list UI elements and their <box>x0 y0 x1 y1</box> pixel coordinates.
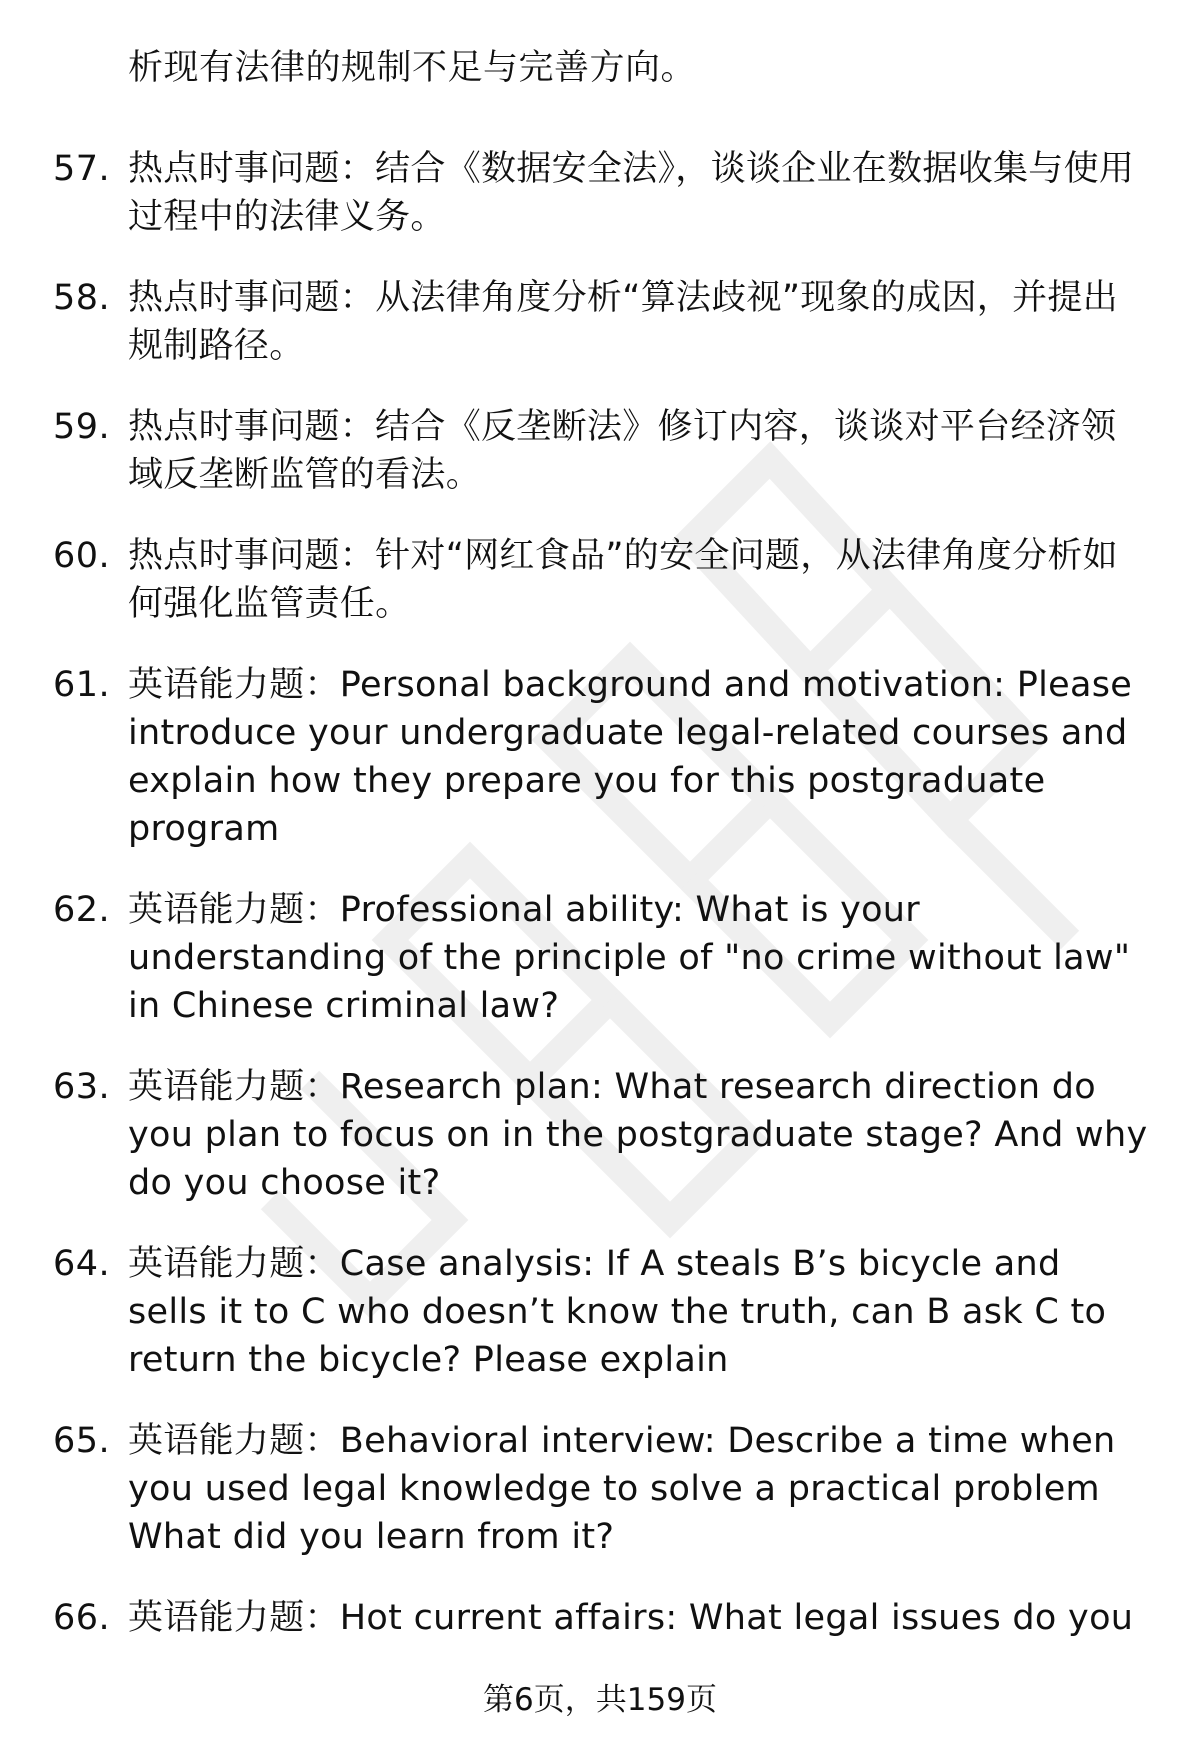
question-text: 英语能力题：Personal background and motivation: Please introduce your undergraduate legal-related courses and explain how they prepare you for this postgraduate program <box>128 665 1133 849</box>
list-item <box>0 1063 1200 1207</box>
continuation-text: 析现有法律的规制不足与完善方向。 <box>128 48 697 88</box>
question-text: 英语能力题：Behavioral interview: Describe a time when you used legal knowledge to solve a practical problem What did you learn from it? <box>128 1421 1116 1557</box>
question-number: 63. <box>53 1067 111 1107</box>
list-item <box>0 274 1200 370</box>
list-item <box>0 1417 1200 1561</box>
list-item <box>0 661 1200 853</box>
list-item <box>0 886 1200 1030</box>
question-text: 英语能力题：Professional ability: What is your understanding of the principle of "no crime without law" in Chinese criminal law? <box>128 890 1131 1026</box>
list-item <box>0 145 1200 241</box>
list-item <box>0 532 1200 628</box>
question-number: 57. <box>53 149 111 189</box>
question-number: 61. <box>53 665 111 705</box>
question-number: 65. <box>53 1421 111 1461</box>
question-number: 60. <box>53 536 111 576</box>
question-number: 66. <box>53 1598 111 1638</box>
question-text: 热点时事问题：针对“网红食品”的安全问题，从法律角度分析如何强化监管责任。 <box>128 536 1118 624</box>
question-number: 64. <box>53 1244 111 1284</box>
question-number: 58. <box>53 278 111 318</box>
list-item <box>0 1240 1200 1384</box>
question-list <box>0 145 1200 1675</box>
question-number: 59. <box>53 407 111 447</box>
question-text: 热点时事问题：结合《反垄断法》修订内容，谈谈对平台经济领域反垄断监管的看法。 <box>128 407 1117 495</box>
question-text: 英语能力题：Research plan: What research direction do you plan to focus on in the postgraduate stage? And why do you choose it? <box>128 1067 1148 1203</box>
question-text: 英语能力题：Hot current affairs: What legal issues do you <box>128 1598 1134 1638</box>
question-text: 热点时事问题：结合《数据安全法》，谈谈企业在数据收集与使用过程中的法律义务。 <box>128 149 1135 237</box>
question-text: 热点时事问题：从法律角度分析“算法歧视”现象的成因，并提出规制路径。 <box>128 278 1118 366</box>
list-item <box>0 403 1200 499</box>
page-footer: 第6页，共159页 <box>483 1682 717 1718</box>
question-number: 62. <box>53 890 111 930</box>
question-text: 英语能力题：Case analysis: If A steals B’s bicycle and sells it to C who doesn’t know the truth, can B ask C to return the bicycle? Please explain <box>128 1244 1107 1380</box>
list-item <box>0 1594 1200 1642</box>
